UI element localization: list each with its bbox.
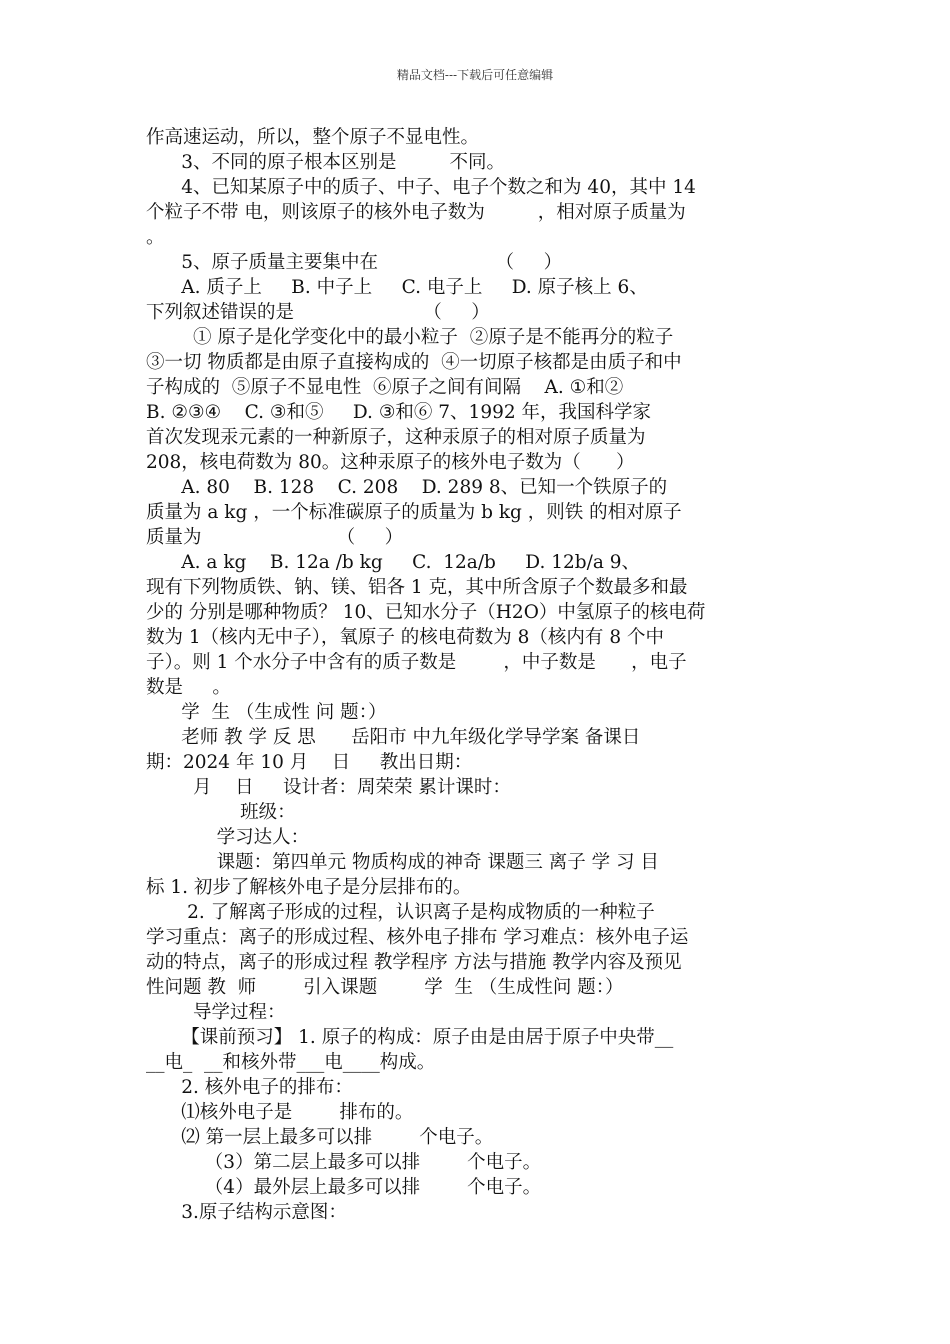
text-line: ③一切 物质都是由原子直接构成的 ④一切原子核都是由质子和中	[146, 352, 682, 373]
text-line: 质量为 a kg ，一个标准碳原子的质量为 b kg ，则铁 的相对原子	[146, 502, 682, 523]
text-line: 月 日 设计者：周荣荣 累计课时：	[146, 777, 511, 798]
text-line: 个粒子不带 电，则该原子的核外电子数为 ，相对原子质量为	[146, 202, 686, 223]
text-line: 数是 。	[146, 677, 231, 698]
text-line: 2. 核外电子的排布：	[146, 1077, 353, 1098]
text-line: 208，核电荷数为 80。这种汞原子的核外电子数为（ ）	[146, 452, 635, 473]
text-line: 5、原子质量主要集中在 （ ）	[146, 252, 563, 273]
text-line: 首次发现汞元素的一种新原子，这种汞原子的相对原子质量为	[146, 427, 646, 448]
text-line: （3）第二层上最多可以排 个电子。	[146, 1152, 542, 1173]
text-line: ⑴核外电子是 排布的。	[146, 1102, 414, 1123]
text-line: 导学过程：	[146, 1002, 286, 1023]
text-line: A. 80 B. 128 C. 208 D. 289 8、已知一个铁原子的	[146, 477, 668, 498]
text-line: 动的特点，离子的形成过程 教学程序 方法与措施 教学内容及预见	[146, 952, 682, 973]
text-line: 4、已知某原子中的质子、中子、电子个数之和为 40，其中 14	[146, 177, 696, 198]
text-line: 学习达人：	[146, 827, 310, 848]
text-line: A. a kg B. 12a /b kg C. 12a/b D. 12b/a 9、	[146, 552, 641, 573]
text-line: （4）最外层上最多可以排 个电子。	[146, 1177, 542, 1198]
text-line: __电_ __和核外带___电____构成。	[146, 1052, 436, 1073]
text-line: 子）。则 1 个水分子中含有的质子数是 ，中子数是 ，电子	[146, 652, 687, 673]
text-line: ① 原子是化学变化中的最小粒子 ②原子是不能再分的粒子	[146, 327, 674, 348]
text-line: 现有下列物质铁、钠、镁、铝各 1 克，其中所含原子个数最多和最	[146, 577, 688, 598]
text-line: 班级：	[146, 802, 296, 823]
text-line: 【课前预习】 1. 原子的构成：原子由是由居于原子中央带__	[146, 1027, 674, 1048]
text-line: 3.原子结构示意图：	[146, 1202, 347, 1223]
text-line: 标 1. 初步了解核外电子是分层排布的。	[146, 877, 472, 898]
text-line: 学习重点：离子的形成过程、核外电子排布 学习难点：核外电子运	[146, 927, 689, 948]
text-line: 课题：第四单元 物质构成的神奇 课题三 离子 学 习 目	[146, 852, 659, 873]
text-line: B. ②③④ C. ③和⑤ D. ③和⑥ 7、1992 年，我国科学家	[146, 402, 652, 423]
text-line: 老师 教 学 反 思 岳阳市 中九年级化学导学案 备课日	[146, 727, 641, 748]
text-line: 数为 1（核内无中子），氧原子 的核电荷数为 8（核内有 8 个中	[146, 627, 664, 648]
text-line: 3、不同的原子根本区别是 不同。	[146, 152, 505, 173]
text-line: 质量为 （ ）	[146, 527, 404, 548]
text-line: 期：2024 年 10 月 日 教出日期：	[146, 752, 473, 773]
page-header: 精品文档---下载后可任意编辑	[396, 68, 554, 82]
text-line: 子构成的 ⑤原子不显电性 ⑥原子之间有间隔 A. ①和②	[146, 377, 624, 398]
text-line: 学 生 （生成性 问 题：）	[146, 702, 387, 723]
text-line: A. 质子上 B. 中子上 C. 电子上 D. 原子核上 6、	[146, 277, 648, 298]
document-body	[146, 125, 810, 1225]
text-line: 作高速运动，所以，整个原子不显电性。	[146, 127, 480, 148]
text-line: 少的 分别是哪种物质？ 10、已知水分子（H2O）中氢原子的核电荷	[146, 602, 706, 623]
text-line: ⑵ 第一层上最多可以排 个电子。	[146, 1127, 494, 1148]
text-line: 2. 了解离子形成的过程，认识离子是构成物质的一种粒子	[146, 902, 655, 923]
text-line: 。	[146, 227, 165, 248]
text-line: 性问题 教 师 引入课题 学 生 （生成性问 题：）	[146, 977, 624, 998]
text-line: 下列叙述错误的是 （ ）	[146, 302, 490, 323]
